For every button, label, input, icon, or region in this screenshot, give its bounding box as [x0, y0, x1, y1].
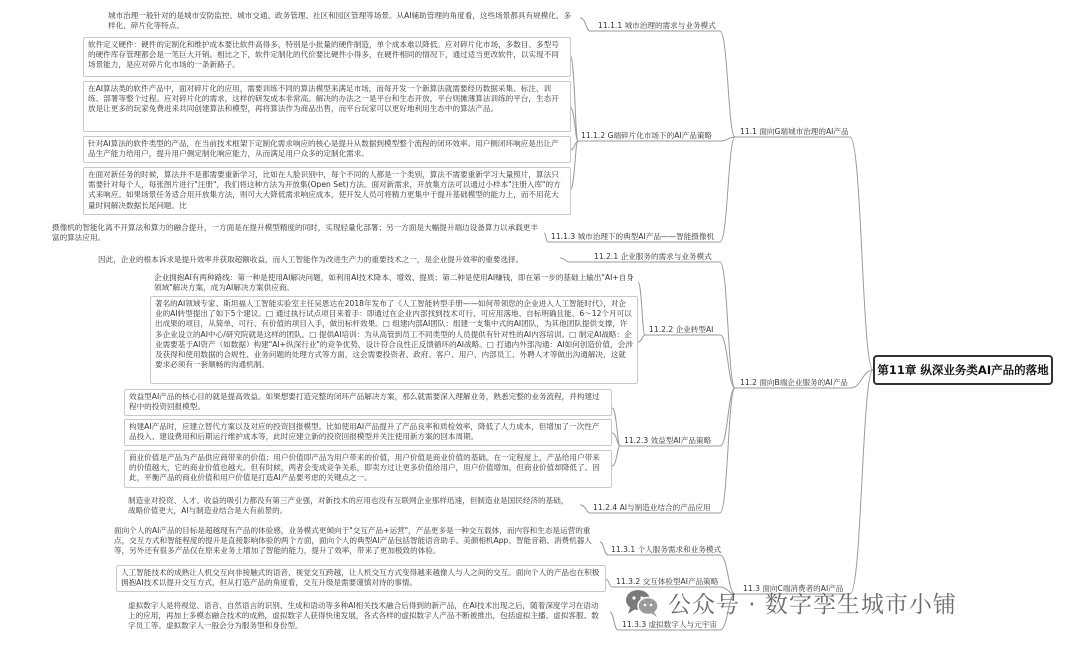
leaf-note-ai-transformation-playbook[interactable]: 著名的AI领域专家、斯坦福人工智能实验室主任吴恩达在2018年发布了《人工智能转型手册——如何带领您的企业进入人工智能时代》，对企业的AI转型提出了如下5个建议。□ 通过执行试点项目来着手：即通过在企业内部找到技术可行、可应用落地、自标明确且能、6～12个月可以出成果的项目，从简单、可行、有价值的项目入手，做出标杆效果。□ 组建内部AI团队：组建一支集中式的AI团队，为其他团队提供支撑，许多企业设立的AI中心/研究院就是这样的团队。□ 提供AI培训：为从高管到员工不同类型的人员提供有针对性的AI内容培训。□ 制定AI战略：企业需要基于AI资产（如数据）构建"AI+纵深行业"的竞争优势，设计符合良性正反馈循环的AI战略。□ 打通内外部沟通：AI如何创造价值，会涉及获得和使用数据的合规性、业务问题的处理方式等方面，这会需要投资者、政府、客户、用户、内部员工、外聘人才等做出沟通解决，这就要求必须有一套顺畅的沟通机制。	[150, 296, 638, 384]
section-11-3-3[interactable]: 11.3.3 虚拟数字人与元宇宙	[622, 620, 717, 629]
section-11-3-2[interactable]: 11.3.2 交互体验型AI产品策略	[616, 577, 719, 586]
section-11-2-2[interactable]: 11.2.2 企业转型AI	[649, 325, 714, 334]
root-topic-chapter-11[interactable]: 第11章 纵深业务类AI产品的落地	[873, 355, 1053, 385]
section-11-3-1[interactable]: 11.3.1 个人服务需求和业务模式	[611, 545, 722, 554]
leaf-note-virtual-digital-human[interactable]: 虚拟数字人是将视觉、语音、自然语言的识别、生成和语动等多种AI相关技术融合后得到的新产品，在AI技术出现之后，随着深度学习在语动上的应用，再加上多模态融合技术的成熟，虚拟数字人获得快速发展，各式各样的虚拟数字人产品不断被推出，包括虚拟主播、虚拟客服、数字员工等。虚拟数字人一般会分为服务型和身份型。	[128, 601, 599, 631]
branch-11-2[interactable]: 11.2 面向B端企业服务的AI产品	[740, 378, 848, 387]
watermark	[624, 586, 957, 619]
leaf-note-two-ai-routes[interactable]: 企业拥抱AI有两种路线：第一种是使用AI解决问题，如利用AI技术降本、增效、提质；第二种是使用AI赚钱，即在第一步的基础上输出"AI+自身领域"解决方案，成为AI解决方案供应商。	[154, 273, 634, 293]
section-11-1-2[interactable]: 11.1.2 G端碎片化市场下的AI产品策略	[581, 131, 713, 140]
branch-11-1[interactable]: 11.1 面向G端城市治理的AI产品	[740, 127, 849, 136]
leaf-note-user-side-closed-loop[interactable]: 针对AI算法的软件类型的产品，在当前技术框架下定制化需求响应的核心是提升从数据到模型整个流程的闭环效率。用户侧闭环响应是出让产品生产能力给用户，提升用户侧定制化响应能力，从而满足用户众多的定制化需求。	[83, 136, 571, 163]
section-11-2-3[interactable]: 11.2.3 效益型AI产品策略	[624, 436, 712, 445]
leaf-note-enterprise-efficiency[interactable]: 因此，企业的根本诉求是提升效率并获取超额收益，而人工智能作为改进生产力的重要技术之一，是企业提升效率的重要选择。	[98, 255, 524, 264]
leaf-note-platform-ecosystem[interactable]: 在AI算法类的软件产品中，面对碎片化的应用，需要训练不同的算法模型来满足市场，而每开发一个新算法就需要经历数据采集、标注、训练、部署等整个过程。应对碎片化的需求，这样的研发成本非常高。解决的办法之一是平台和生态开放，平台则摊薄算法训练的平台，生态开放是让更多的玩家免费进来共同创建算法和模型，再将算法作为商品出售，而平台玩家可以更好地利用生态中的算法产品。	[83, 81, 571, 132]
leaf-note-open-set-method[interactable]: 在面对新任务的时候，算法并不是都需要重新学习，比如在人脸识别中，每个不同的人都是一个类别，算法不需要重新学习大量照片，算法只需要针对每个人，每张图片进行"注册"，我们将这种方法为开放集(Open Set)方法。面对新需求，开放集方法可以通过小样本"注册入库"的方式来响应。如果场景任务适合用开放集方法，则可大大降低需求响应成本，使开发人员可将精力更集中于提升基础模型的能力上，而不用花大量时间解决数据长尾问题。比	[83, 167, 571, 215]
watermark-text: 公众号 · 数字孪生城市小铺	[668, 592, 957, 618]
leaf-note-ai-manufacturing[interactable]: 制造业对投资、人才、收益的吸引力都没有第三产业强，对新技术的应用也没有互联网企业那样迅速，但制造业是国民经济的基础，战略价值更大，AI与制造业结合是大有前景的。	[128, 496, 569, 516]
leaf-note-software-defined-hardware[interactable]: 软件定义硬件：硬件的定制化和维护成本要比软件高得多，特别是小批量的硬件制造，单个成本难以降低。应对碎片化市场，多数目、多型号的硬件库存管理都会是一笔巨大开销。相比之下，软件定制化的代价要比硬件小得多，在硬件相同的情况下，通过适当更改软件，以实现不同场景能力，是应对碎片化市场的一条新路子。	[83, 37, 571, 77]
leaf-note-commercial-vs-user-value[interactable]: 商业价值是产品为产品供应商带来的价值；用户价值即产品为用户带来的价值，用户价值是商业价值的基础。在一定程度上，产品给用户带来的价值越大，它的商业价值也越大。但有时候，两者会变成竞争关系，即卖方过让更多价值给用户，用户价值增加，但商业价值却降低了。因此，平衡产品的商业价值和用户价值是打造AI产品要考虑的关键点之一。	[124, 450, 612, 488]
section-11-1-3[interactable]: 11.1.3 城市治理下的典型AI产品——智能摄像机	[551, 232, 715, 241]
wechat-logo-icon	[624, 588, 660, 618]
connector-root-11-3	[850, 370, 873, 594]
leaf-note-personal-ai-products[interactable]: 面向个人的AI产品的目标是超越现有产品的体验感，业务模式更倾向于"交互产品+运营"，产品更多是一种交互载体，而内容和生态是运营的重点，交互方式和智能程度的提升是直接影响体验的两个方面，面向个人的典型AI产品包括智能语音助手、美颜相机App、智能音箱、消费机器人等，另外还有很多产品仅在原来业务上增加了智能的能力，提升了效率，带来了更加极致的体验。	[114, 526, 592, 556]
connector-root-11-1	[850, 137, 873, 370]
section-11-2-4[interactable]: 11.2.4 AI与制造业结合的产品应用	[593, 503, 711, 512]
leaf-note-smart-camera[interactable]: 摄像机的智能化离不开算法和算力的融合提升，一方面是在提升模型精度的同时，实现轻量化部署；另一方面是大幅提升端边设备算力以承载更丰富的算法应用。	[52, 223, 538, 243]
leaf-note-interaction-upgrade[interactable]: 人工智能技术的成熟让人机交互向非接触式的语音、视觉交互跨越，让人机交互方式变得越来越像人与人之间的交互。面向个人的产品也在积极拥抱AI技术以提升交互方式，但从打造产品的角度看，交互升级是需要谨慎对待的事情。	[116, 565, 606, 592]
branch-11-3[interactable]: 11.3 面向C端消费者的AI产品	[743, 584, 844, 593]
section-11-1-1[interactable]: 11.1.1 城市治理的需求与业务模式	[598, 21, 716, 30]
leaf-note-roi-model[interactable]: 构建AI产品时，应建立替代方案以及对应的投资回报模型。比如使用AI产品提升了产品良率和质检效率，降低了人力成本，但增加了一次性产品投入、建设费用和后期运行维护成本等，此时应建立新的投资回报模型并关注使用新方案的回本周期。	[124, 419, 612, 446]
section-11-2-1[interactable]: 11.2.1 企业服务的需求与业务模式	[594, 252, 712, 261]
leaf-note-city-governance-scenarios[interactable]: 城市治理一般针对的是城市安防监控、城市交通、政务管理、社区和园区管理等场景。从AI辅助管理的角度看，这些场景都具有规模化、多样化、碎片化等特点。	[108, 11, 572, 31]
leaf-note-benefit-ai-core[interactable]: 效益型AI产品的核心目的就是提高效益。如果想要打造完整的闭环产品解决方案，那么就需要深入理解业务，熟悉完整的业务流程，并构建过程中的投资回报模型。	[124, 389, 612, 416]
